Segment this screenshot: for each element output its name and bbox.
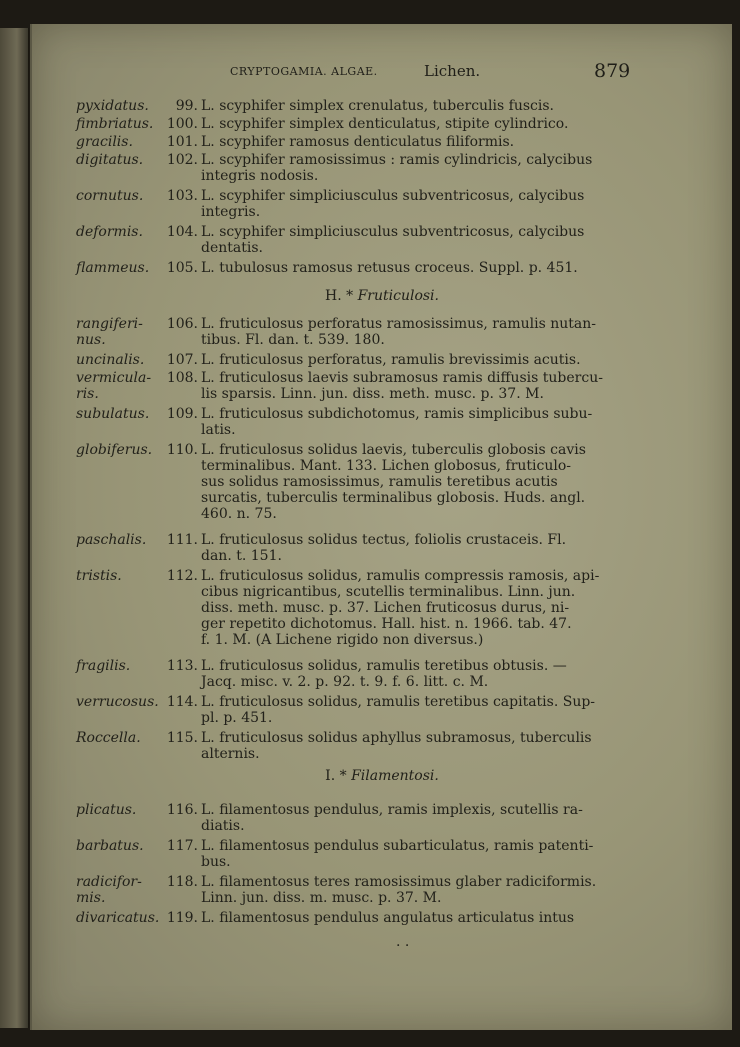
- species-name: barbatus.: [76, 838, 144, 854]
- species-number: 117.: [166, 838, 198, 854]
- running-header: [32, 62, 732, 86]
- species-number: 113.: [166, 658, 198, 674]
- species-number: 112.: [166, 568, 198, 584]
- species-name: verrucosus.: [76, 694, 159, 710]
- species-number: 106.: [166, 316, 198, 332]
- species-description: L. scyphifer ramosus denticulatus filiformis.: [201, 134, 515, 150]
- species-name: divaricatus.: [76, 910, 160, 926]
- species-name: rangiferi- nus.: [76, 316, 143, 348]
- species-number: 100.: [166, 116, 198, 132]
- species-description: L. fruticulosus laevis subramosus ramis diffusis tubercu- lis sparsis. Linn. jun. diss. meth. musc. p. 37. M.: [201, 370, 603, 402]
- species-number: 115.: [166, 730, 198, 746]
- species-number: 103.: [166, 188, 198, 204]
- species-description: L. filamentosus pendulus subarticulatus, ramis patenti- bus.: [201, 838, 594, 870]
- species-description: L. scyphifer simpliciusculus subventricosus, calycibus dentatis.: [201, 224, 585, 256]
- species-number: 116.: [166, 802, 198, 818]
- section-label: H. *: [325, 288, 354, 304]
- species-number: 110.: [166, 442, 198, 458]
- species-description: L. fruticulosus solidus, ramulis teretibus obtusis. — Jacq. misc. v. 2. p. 92. t. 9. f. 6. litt. c. M.: [201, 658, 567, 690]
- header-class-title: CRYPTOGAMIA. ALGAE.: [230, 65, 378, 78]
- species-description: L. fruticulosus subdichotomus, ramis simplicibus subu- latis.: [201, 406, 593, 438]
- species-name: flammeus.: [76, 260, 150, 276]
- species-description: L. fruticulosus solidus, ramulis compressis ramosis, api- cibus nigricantibus, scutellis terminalibus. Linn. jun. diss. meth. musc. p. 37. Lichen fruticosus durus, ni- ger repetito dichotomus. Hall. hist. n. 1966. tab. 47. f. 1. M. (A Lichene rigido non diversus.): [201, 568, 600, 648]
- species-description: L. tubulosus ramosus retusus croceus. Suppl. p. 451.: [201, 260, 578, 276]
- species-name: paschalis.: [76, 532, 147, 548]
- species-description: L. fruticulosus solidus, ramulis teretibus capitatis. Sup- pl. p. 451.: [201, 694, 596, 726]
- species-name: Roccella.: [76, 730, 141, 746]
- species-description: L. scyphifer simplex crenulatus, tuberculis fuscis.: [201, 98, 554, 114]
- species-description: L. filamentosus pendulus, ramis implexis, scutellis ra- diatis.: [201, 802, 583, 834]
- species-description: L. fruticulosus solidus aphyllus subramosus, tuberculis alternis.: [201, 730, 592, 762]
- species-number: 105.: [166, 260, 198, 276]
- facing-page-edge: [0, 28, 29, 1028]
- book-page: [30, 24, 732, 1030]
- section-heading: [32, 288, 732, 304]
- species-name: globiferus.: [76, 442, 153, 458]
- section-heading: [32, 768, 732, 784]
- species-name: vermicula- ris.: [76, 370, 152, 402]
- species-description: L. filamentosus pendulus angulatus articulatus intus: [201, 910, 575, 926]
- species-number: 111.: [166, 532, 198, 548]
- species-number: 102.: [166, 152, 198, 168]
- species-description: L. scyphifer simplex denticulatus, stipite cylindrico.: [201, 116, 569, 132]
- species-name: tristis.: [76, 568, 122, 584]
- species-number: 99.: [175, 98, 198, 114]
- species-name: subulatus.: [76, 406, 150, 422]
- species-number: 108.: [166, 370, 198, 386]
- species-description: L. scyphifer simpliciusculus subventricosus, calycibus integris.: [201, 188, 585, 220]
- species-name: radicifor- mis.: [76, 874, 142, 906]
- species-number: 118.: [166, 874, 198, 890]
- species-name: plicatus.: [76, 802, 137, 818]
- species-description: L. filamentosus teres ramosissimus glaber radiciformis. Linn. jun. diss. m. musc. p. 37. M.: [201, 874, 597, 906]
- section-title: Filamentosi.: [351, 768, 439, 784]
- species-description: L. fruticulosus perforatus ramosissimus, ramulis nutan- tibus. Fl. dan. t. 539. 180.: [201, 316, 596, 348]
- species-number: 107.: [166, 352, 198, 368]
- section-label: I. *: [325, 768, 347, 784]
- species-description: L. fruticulosus perforatus, ramulis brevissimis acutis.: [201, 352, 581, 368]
- species-number: 119.: [166, 910, 198, 926]
- species-name: uncinalis.: [76, 352, 145, 368]
- species-name: fragilis.: [76, 658, 131, 674]
- species-name: deformis.: [76, 224, 143, 240]
- species-number: 109.: [166, 406, 198, 422]
- species-name: fimbriatus.: [76, 116, 154, 132]
- page-number: 879: [594, 60, 631, 82]
- footer-dots: . .: [396, 934, 410, 950]
- species-description: L. fruticulosus solidus laevis, tuberculis globosis cavis terminalibus. Mant. 133. Lichen globosus, fruticulo- sus solidus ramosissimus, ramulis teretibus acutis surcatis, tuberculis terminalibus globosis. Huds. angl. 460. n. 75.: [201, 442, 586, 522]
- species-name: digitatus.: [76, 152, 144, 168]
- section-title: Fruticulosi.: [357, 288, 439, 304]
- species-number: 104.: [166, 224, 198, 240]
- species-description: L. scyphifer ramosissimus : ramis cylindricis, calycibus integris nodosis.: [201, 152, 593, 184]
- species-name: pyxidatus.: [76, 98, 149, 114]
- header-genus: Lichen.: [424, 62, 481, 80]
- species-name: gracilis.: [76, 134, 133, 150]
- species-name: cornutus.: [76, 188, 144, 204]
- species-description: L. fruticulosus solidus tectus, foliolis crustaceis. Fl. dan. t. 151.: [201, 532, 567, 564]
- species-number: 114.: [166, 694, 198, 710]
- species-number: 101.: [166, 134, 198, 150]
